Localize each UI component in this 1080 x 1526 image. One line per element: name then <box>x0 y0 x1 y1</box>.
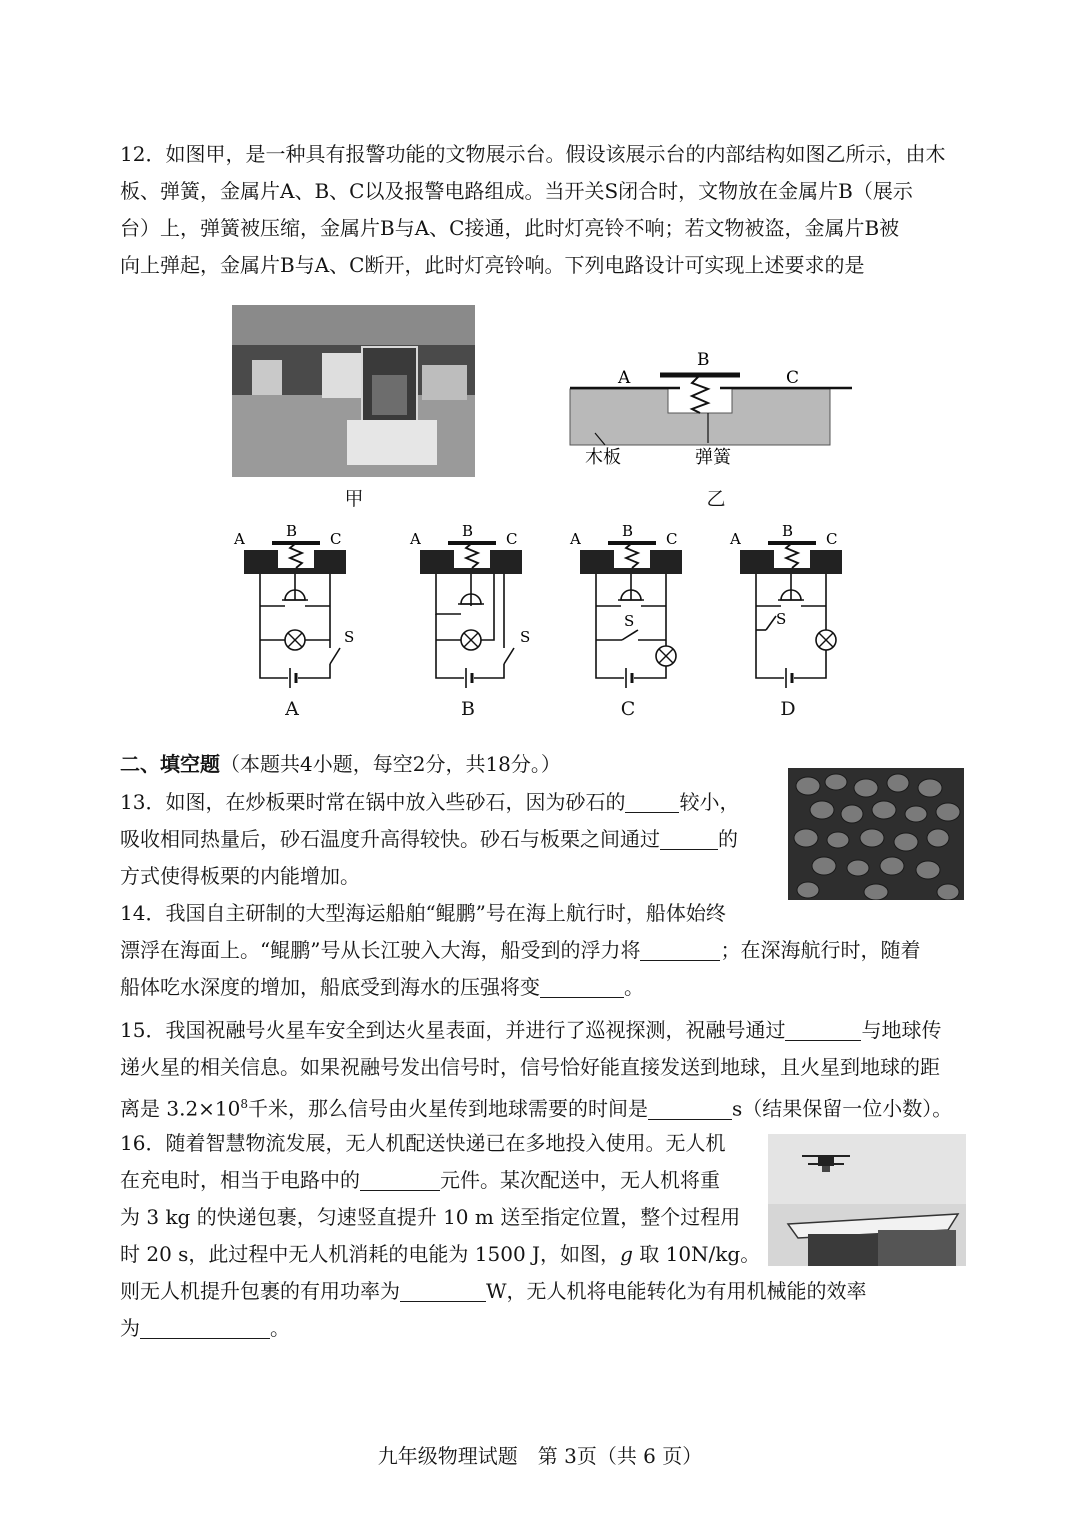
question-15 <box>120 1012 968 1128</box>
museum-photo <box>232 305 475 477</box>
option-c-terminal-a: A <box>570 530 581 548</box>
q15-line-3-tail: s（结果保留一位小数）。 <box>732 1096 953 1121</box>
option-c-label: C <box>620 698 636 720</box>
q16-blank-1[interactable] <box>360 1168 440 1191</box>
option-d-label: D <box>780 698 796 720</box>
question-14 <box>120 895 968 1006</box>
option-a-label: A <box>285 698 299 720</box>
question-16 <box>120 1125 968 1347</box>
q14-line-3-tail: 。 <box>624 975 644 999</box>
q16-line-3: 为 3 kg 的快递包裹，匀速竖直提升 10 m 送至指定位置，整个过程用 <box>120 1205 741 1229</box>
q14-line-2-tail: ；在深海航行时，随着 <box>720 938 921 962</box>
q12-line-1: 12．如图甲，是一种具有报警功能的文物展示台。假设该展示台的内部结构如图乙所示，由木 <box>120 142 946 166</box>
option-c-terminal-b: B <box>622 522 634 540</box>
q16-g-symbol: g <box>620 1242 633 1266</box>
option-b-circuit <box>409 522 530 688</box>
chestnut-photo <box>788 768 964 900</box>
option-a-terminal-b: B <box>286 522 298 540</box>
option-c-circuit <box>569 522 682 688</box>
option-d-terminal-a: A <box>730 530 741 548</box>
q12-line-4: 向上弹起，金属片B与A、C断开，此时灯亮铃响。下列电路设计可实现上述要求的是 <box>120 253 865 277</box>
q15-line-1: 15．我国祝融号火星车安全到达火星表面，并进行了巡视探测，祝融号通过 <box>120 1018 786 1042</box>
option-c-switch-label: S <box>624 612 635 630</box>
q15-line-3: 离是 3.2×10 <box>120 1096 241 1121</box>
option-b-terminal-a: A <box>410 530 421 548</box>
page-footer: 九年级物理试题 第 3页（共 6 页） <box>377 1444 703 1468</box>
q16-line-5: 则无人机提升包裹的有用功率为 <box>120 1279 400 1303</box>
q13-line-2-tail: 的 <box>718 827 738 851</box>
option-a-switch-label: S <box>344 628 355 646</box>
section-2-title: 二、填空题 <box>120 752 220 776</box>
option-d-switch-label: S <box>776 610 787 628</box>
q16-line-1: 16．随着智慧物流发展，无人机配送快递已在多地投入使用。无人机 <box>120 1131 726 1155</box>
label-b: B <box>697 350 710 370</box>
option-a-terminal-a: A <box>234 530 245 548</box>
q14-blank-2[interactable] <box>540 975 624 998</box>
question-13 <box>120 784 780 895</box>
q13-line-1: 13．如图，在炒板栗时常在锅中放入些砂石，因为砂石的 <box>120 790 626 814</box>
q12-line-2: 板、弹簧，金属片A、B、C以及报警电路组成。当开关S闭合时，文物放在金属片B（展示 <box>120 179 913 203</box>
q13-line-1-tail: 较小， <box>679 790 740 814</box>
spring-icon <box>692 375 708 413</box>
q16-line-5-tail: W，无人机将电能转化为有用机械能的效率 <box>486 1279 867 1303</box>
q16-line-2-tail: 元件。某次配送中，无人机将重 <box>440 1168 720 1192</box>
section-2-note: （本题共4小题，每空2分，共18分。） <box>220 752 561 776</box>
question-12 <box>120 136 968 284</box>
label-a: A <box>618 368 631 388</box>
q16-line-6-tail: 。 <box>270 1316 290 1340</box>
q12-line-3: 台）上，弹簧被压缩，金属片B与A、C接通，此时灯亮铃不响；若文物被盗，金属片B被 <box>120 216 900 240</box>
q14-blank-1[interactable] <box>640 938 720 961</box>
q16-line-4-tail: 取 10N/kg。 <box>632 1242 761 1266</box>
q13-line-3: 方式使得板栗的内能增加。 <box>120 864 360 888</box>
q16-line-6: 为 <box>120 1316 140 1340</box>
option-d-circuit <box>729 522 842 688</box>
label-c: C <box>786 368 800 388</box>
q13-blank-1[interactable] <box>625 790 679 813</box>
structure-diagram <box>560 345 860 475</box>
option-b-terminal-c: C <box>506 530 518 548</box>
q16-blank-2[interactable] <box>400 1279 486 1302</box>
option-d-terminal-c: C <box>826 530 838 548</box>
option-a-circuit <box>233 522 354 688</box>
q15-line-1-tail: 与地球传 <box>861 1018 942 1042</box>
q14-line-1: 14．我国自主研制的大型海运船舶“鲲鹏”号在海上航行时，船体始终 <box>120 901 726 925</box>
figure-yi-caption: 乙 <box>706 488 726 510</box>
option-d-terminal-b: B <box>782 522 794 540</box>
circuit-options <box>228 520 868 700</box>
q15-blank-1[interactable] <box>785 1018 861 1041</box>
q15-exponent: 8 <box>240 1097 249 1111</box>
q16-line-4: 时 20 s，此过程中无人机消耗的电能为 1500 J，如图， <box>120 1242 621 1266</box>
q15-line-2: 递火星的相关信息。如果祝融号发出信号时，信号恰好能直接发送到地球，且火星到地球的距 <box>120 1055 940 1079</box>
option-a-terminal-c: C <box>330 530 342 548</box>
label-spring: 弹簧 <box>695 447 731 468</box>
q16-line-2: 在充电时，相当于电路中的 <box>120 1168 360 1192</box>
option-b-label: B <box>461 698 475 720</box>
q14-line-3: 船体吃水深度的增加，船底受到海水的压强将变 <box>120 975 540 999</box>
figure-jia-caption: 甲 <box>344 488 364 510</box>
q14-line-2: 漂浮在海面上。“鲲鹏”号从长江驶入大海，船受到的浮力将 <box>120 938 641 962</box>
q15-blank-2[interactable] <box>648 1097 732 1120</box>
q13-blank-2[interactable] <box>660 827 718 850</box>
q16-blank-3[interactable] <box>140 1316 270 1339</box>
q15-line-3-mid: 千米，那么信号由火星传到地球需要的时间是 <box>248 1096 649 1121</box>
option-b-switch-label: S <box>520 628 531 646</box>
q13-line-2: 吸收相同热量后，砂石温度升高得较快。砂石与板栗之间通过 <box>120 827 660 851</box>
option-b-terminal-b: B <box>462 522 474 540</box>
option-c-terminal-c: C <box>666 530 678 548</box>
label-board: 木板 <box>585 447 621 468</box>
